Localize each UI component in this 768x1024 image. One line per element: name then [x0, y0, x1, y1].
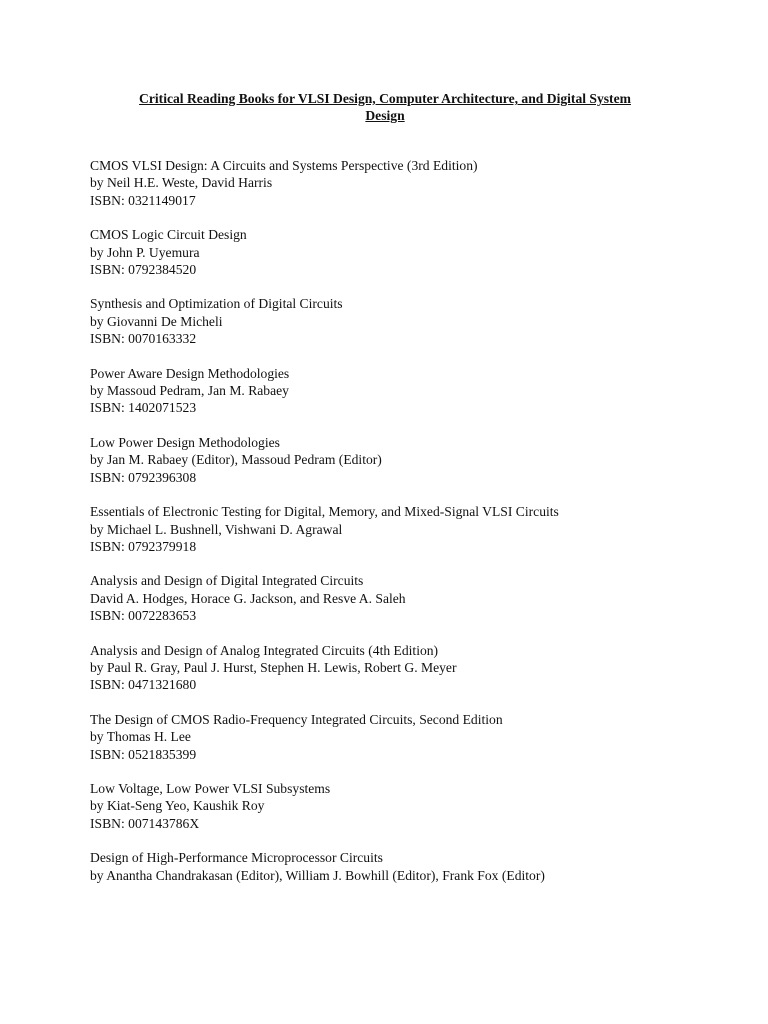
book-authors: by Jan M. Rabaey (Editor), Massoud Pedram (Editor) — [90, 452, 382, 468]
book-entry — [90, 434, 680, 486]
document-page — [90, 90, 680, 901]
book-authors: by Massoud Pedram, Jan M. Rabaey — [90, 383, 289, 399]
book-entry — [90, 711, 680, 763]
book-title: Essentials of Electronic Testing for Digital, Memory, and Mixed-Signal VLSI Circuits — [90, 504, 559, 520]
book-entry — [90, 780, 680, 832]
title-line-2: Design — [365, 108, 405, 123]
book-title: CMOS Logic Circuit Design — [90, 227, 247, 243]
book-authors: by Giovanni De Micheli — [90, 313, 223, 329]
book-isbn: ISBN: 1402071523 — [90, 400, 197, 416]
book-title: Analysis and Design of Analog Integrated Circuits (4th Edition) — [90, 642, 439, 658]
book-isbn: ISBN: 0792396308 — [90, 469, 197, 485]
book-entry — [90, 503, 680, 555]
title-line-1: Critical Reading Books for VLSI Design, Computer Architecture, and Digital System — [139, 91, 631, 106]
book-entry — [90, 849, 680, 884]
book-isbn: ISBN: 0792379918 — [90, 538, 197, 554]
book-title: Low Power Design Methodologies — [90, 434, 280, 450]
book-entry — [90, 642, 680, 694]
book-isbn: ISBN: 007143786X — [90, 815, 200, 831]
book-authors: by Kiat-Seng Yeo, Kaushik Roy — [90, 798, 265, 814]
book-title: Low Voltage, Low Power VLSI Subsystems — [90, 780, 331, 796]
book-isbn: ISBN: 0471321680 — [90, 677, 197, 693]
book-title: The Design of CMOS Radio-Frequency Integrated Circuits, Second Edition — [90, 711, 503, 727]
book-title: CMOS VLSI Design: A Circuits and Systems Perspective (3rd Edition) — [90, 158, 478, 173]
document-title — [90, 90, 680, 124]
book-entry — [90, 365, 680, 417]
book-title: Synthesis and Optimization of Digital Circuits — [90, 296, 343, 312]
book-title: Design of High-Performance Microprocessor Circuits — [90, 850, 383, 866]
book-entry — [90, 295, 680, 347]
book-authors: by Neil H.E. Weste, David Harris — [90, 175, 273, 191]
book-isbn: ISBN: 0321149017 — [90, 192, 196, 208]
book-authors: by Paul R. Gray, Paul J. Hurst, Stephen H. Lewis, Robert G. Meyer — [90, 659, 457, 675]
book-authors: by Michael L. Bushnell, Vishwani D. Agrawal — [90, 521, 343, 537]
book-authors: by Thomas H. Lee — [90, 729, 191, 745]
book-isbn: ISBN: 0792384520 — [90, 262, 197, 278]
book-entry — [90, 572, 680, 624]
book-title: Analysis and Design of Digital Integrated Circuits — [90, 573, 364, 589]
book-isbn: ISBN: 0521835399 — [90, 746, 197, 762]
book-authors: by John P. Uyemura — [90, 244, 200, 260]
book-title: Power Aware Design Methodologies — [90, 365, 290, 381]
book-isbn: ISBN: 0070163332 — [90, 331, 197, 347]
book-authors: David A. Hodges, Horace G. Jackson, and Resve A. Saleh — [90, 590, 406, 606]
book-entry — [90, 226, 680, 278]
book-isbn: ISBN: 0072283653 — [90, 608, 197, 624]
book-entry — [90, 157, 680, 209]
book-authors: by Anantha Chandrakasan (Editor), William J. Bowhill (Editor), Frank Fox (Editor) — [90, 867, 545, 883]
